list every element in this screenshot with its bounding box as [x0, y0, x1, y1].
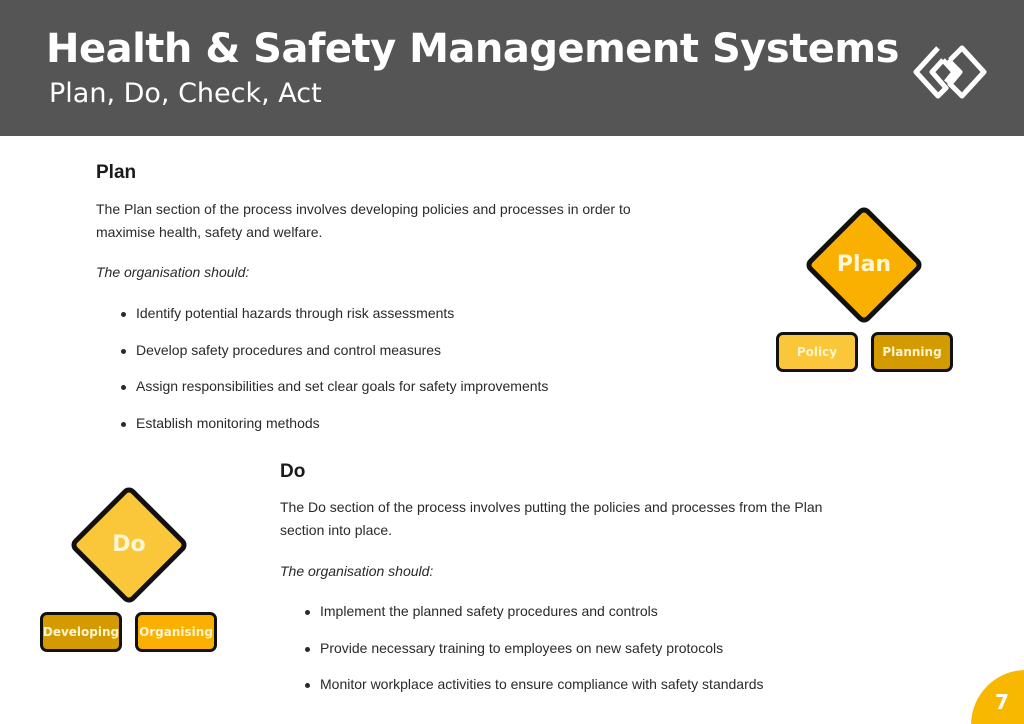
do-bullet-list — [305, 603, 764, 713]
do-heading: Do — [280, 461, 306, 482]
page-title: Health & Safety Management Systems — [46, 26, 899, 72]
page-number: 7 — [995, 690, 1009, 714]
header-banner — [0, 0, 1024, 136]
plan-description — [96, 198, 716, 244]
list-item: Develop safety procedures and control measures — [121, 342, 548, 379]
do-intro: The organisation should: — [280, 563, 434, 579]
list-item: Monitor workplace activities to ensure compliance with safety standards — [305, 676, 764, 713]
plan-diamond-label: Plan — [836, 252, 892, 277]
list-item: Provide necessary training to employees on new safety protocols — [305, 640, 764, 677]
plan-description-line-1: The Plan section of the process involves developing policies and processes in order to — [96, 201, 631, 217]
do-description — [280, 496, 900, 542]
page-subtitle: Plan, Do, Check, Act — [49, 78, 322, 109]
planning-chip: Planning — [871, 332, 953, 372]
do-description-line-2: section into place. — [280, 522, 393, 538]
list-item: Establish monitoring methods — [121, 415, 548, 452]
do-description-line-1: The Do section of the process involves putting the policies and processes from the Plan — [280, 499, 823, 515]
list-item: Implement the planned safety procedures and controls — [305, 603, 764, 640]
developing-chip: Developing — [40, 612, 122, 652]
plan-bullet-list — [121, 305, 548, 451]
policy-chip: Policy — [776, 332, 858, 372]
organising-chip: Organising — [135, 612, 217, 652]
do-diamond-label: Do — [112, 532, 146, 557]
list-item: Assign responsibilities and set clear goals for safety improvements — [121, 378, 548, 415]
list-item: Identify potential hazards through risk assessments — [121, 305, 548, 342]
plan-intro: The organisation should: — [96, 264, 250, 280]
plan-heading: Plan — [96, 162, 137, 183]
plan-description-line-2: maximise health, safety and welfare. — [96, 224, 323, 240]
interlocking-diamonds-logo-icon — [910, 42, 990, 102]
